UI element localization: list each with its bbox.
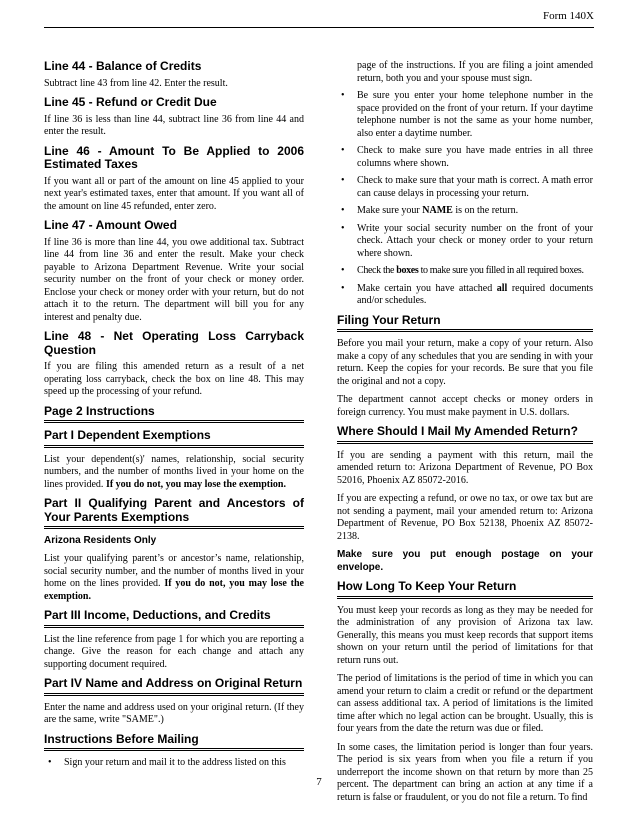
line47-heading: Line 47 - Amount Owed	[44, 218, 177, 232]
mailing-bullet-1-continued: page of the instructions. If you are filing a joint amended return, both you and your spouse must sign.	[357, 60, 593, 84]
postage-note: Make sure you put enough postage on your envelope.	[337, 549, 593, 573]
where-to-mail-text-1: If you are sending a payment with this return, mail the amended return to: Arizona Department of Revenue, PO Box 52016, Phoenix AZ 85072-2016.	[337, 449, 593, 486]
part2-heading: Part II Qualifying Parent and Ancestors of Your Parents Exemptions	[44, 497, 304, 529]
keep-return-text-1: You must keep your records as long as they may be needed for the administration of any provision of Arizona tax law. Generally, this means you must keep records that support items shown on your return until the period of limitations for that return runs out.	[337, 604, 593, 666]
line46-heading: Line 46 - Amount To Be Applied to 2006 Estimated Taxes	[44, 143, 304, 171]
keep-return-text-3: In some cases, the limitation period is longer than four years. The period is six years from when you file a return if you underreport the income shown on that return by more than 25 percent. The department can bring an action at any time if a return is false or fraudulent, or you do not file a return. To find	[337, 741, 593, 803]
line44-heading: Line 44 - Balance of Credits	[44, 59, 202, 73]
part2-subheading: Arizona Residents Only	[44, 535, 157, 546]
part3-heading: Part III Income, Deductions, and Credits	[44, 609, 304, 628]
filing-heading: Filing Your Return	[337, 314, 593, 333]
page-number: 7	[316, 776, 322, 788]
keep-return-heading: How Long To Keep Your Return	[337, 580, 593, 599]
part4-heading: Part IV Name and Address on Original Return	[44, 677, 304, 696]
filing-text-2: The department cannot accept checks or money orders in foreign currency. You must make payment in U.S. dollars.	[337, 394, 593, 418]
line45-heading: Line 45 - Refund or Credit Due	[44, 95, 217, 109]
mailing-bullet-1: • Sign your return and mail it to the address listed on this	[44, 757, 304, 770]
part4-text: Enter the name and address used on your original return. (If they are the same, write "SAME".)	[44, 701, 304, 725]
line45-text: If line 36 is less than line 44, subtract line 36 from line 44 and enter the result.	[44, 113, 304, 137]
where-to-mail-text-2: If you are expecting a refund, or owe no tax, or owe tax but are not sending a payment, mail your amended return to: Arizona Department of Revenue, PO Box 52138, Phoenix AZ 85072-2138.	[337, 493, 593, 542]
right-column	[337, 60, 593, 810]
line47-text: If line 36 is more than line 44, you owe additional tax. Subtract line 44 from line 36 and enter the result. Make your check payable to Arizona Department Revenue. Write your social security number on the front of your check or money order. Enclose your check or money order with your return, but do not attach it to the return. The department will bill you for any interest and penalty due.	[44, 236, 304, 323]
mailing-bullet-8: • Make certain you have attached all required documents and/or schedules.	[337, 283, 593, 308]
part1-text: List your dependent(s)' names, relationship, social security numbers, and the number of months lived in your home on the lines provided. If you do not, you may lose the exemption.	[44, 453, 304, 490]
keep-return-text-2: The period of limitations is the period of time in which you can amend your return to claim a credit or refund or the department can assess additional tax. A period of limitations is the limited time after which no legal action can be brought. Usually, this is four years from the date the return was due or filed.	[337, 673, 593, 734]
filing-text-1: Before you mail your return, make a copy of your return. Also make a copy of any schedules that you are sending in with your return. Keep the copies for your records. Be sure that you file the original and not a copy.	[337, 338, 593, 387]
line48-heading: Line 48 - Net Operating Loss Carryback Question	[44, 329, 304, 357]
line44-text: Subtract line 43 from line 42. Enter the result.	[44, 77, 228, 89]
left-column	[44, 60, 304, 776]
part1-heading: Part I Dependent Exemptions	[44, 429, 304, 448]
header-rule	[44, 27, 594, 28]
mailing-list	[44, 757, 304, 770]
mailing-bullet-7: • Check the boxes to make sure you filled in all required boxes.	[337, 265, 593, 278]
mailing-list-continued	[337, 90, 593, 308]
part3-text: List the line reference from page 1 for which you are reporting a change. Give the reason for each change and attach any supporting document required.	[44, 633, 304, 670]
page2-heading: Page 2 Instructions	[44, 405, 304, 424]
mailing-bullet-2: • Be sure you enter your home telephone number in the space provided on the front of your return. If your daytime telephone number is not the same as your home number, also enter a daytime number.	[337, 90, 593, 140]
part1-warning: If you do not, you may lose the exemption.	[105, 478, 286, 490]
part2-warning: If you do not, you may lose the exemption.	[44, 578, 304, 602]
mailing-bullet-4: • Check to make sure that your math is correct. A math error can cause delays in processing your return.	[337, 175, 593, 200]
line46-text: If you want all or part of the amount on line 45 applied to your next year's estimated taxes, enter that amount. If you want all of the amount on line 45 refunded, enter zero.	[44, 175, 304, 212]
mailing-bullet-5: • Make sure your NAME is on the return.	[337, 205, 593, 218]
mailing-bullet-3: • Check to make sure you have made entries in all three columns where shown.	[337, 145, 593, 170]
where-to-mail-heading: Where Should I Mail My Amended Return?	[337, 425, 593, 444]
line48-text: If you are filing this amended return as a result of a net operating loss carryback, check the box on line 48. This may speed up the processing of your refund.	[44, 361, 304, 397]
mailing-heading: Instructions Before Mailing	[44, 733, 304, 752]
mailing-bullet-6: • Write your social security number on the front of your check. Attach your check or money order to your return where shown.	[337, 223, 593, 261]
part2-text: List your qualifying parent’s or ancestor’s name, relationship, social security number, and the number of months lived in your home on the lines provided. If you do not, you may lose the exemption.	[44, 553, 304, 602]
form-label: Form 140X	[542, 10, 594, 22]
